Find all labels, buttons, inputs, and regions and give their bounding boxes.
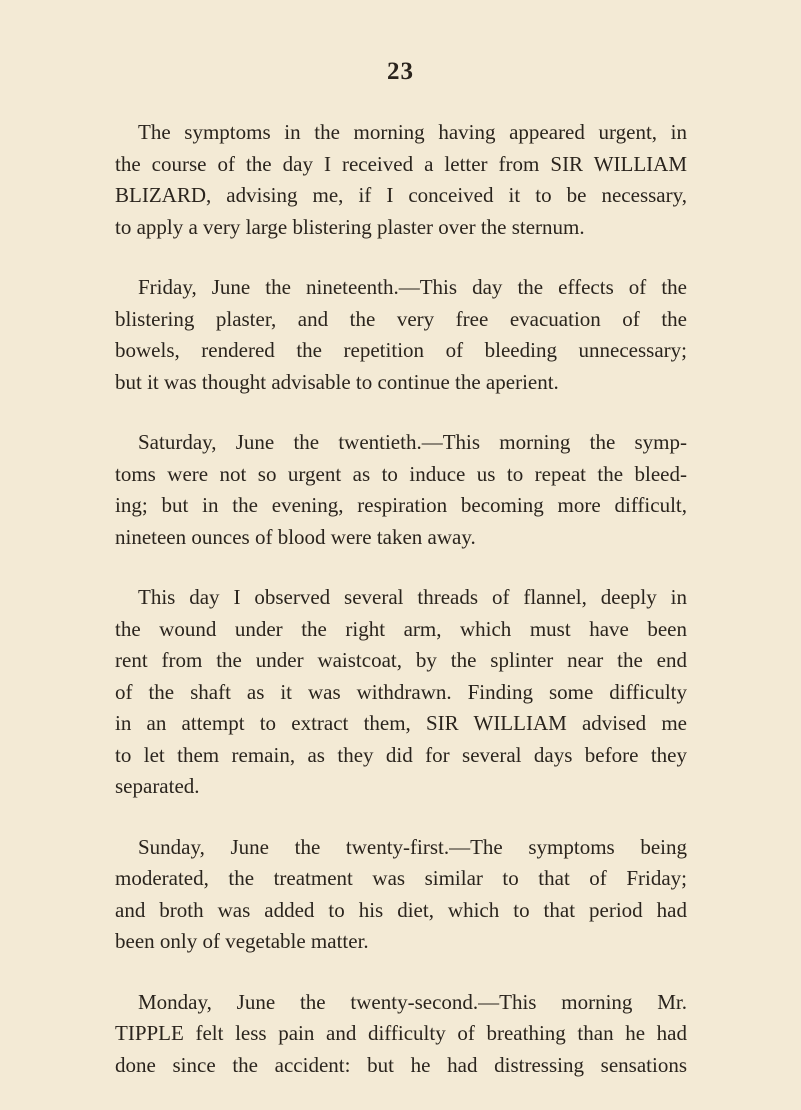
text-line: separated. — [115, 774, 200, 798]
text-line: bowels, rendered the repetition of bleeding unnecessary; — [115, 338, 687, 362]
paragraph — [115, 272, 687, 398]
text-line: TIPPLE felt less pain and difficulty of breathing than he had — [115, 1021, 687, 1045]
text-line: BLIZARD, advising me, if I conceived it to be necessary, — [115, 183, 687, 207]
text-line: blistering plaster, and the very free evacuation of the — [115, 306, 687, 331]
text-line: been only of vegetable matter. — [115, 929, 369, 953]
text-line: Friday, June the nineteenth.—This day the effects of the — [138, 275, 687, 299]
text-line: The symptoms in the morning having appeared urgent, in — [138, 120, 687, 144]
text-line: to let them remain, as they did for several days before they — [115, 742, 687, 767]
text-line: the wound under the right arm, which must have been — [115, 616, 687, 641]
text-line: but it was thought advisable to continue the aperient. — [115, 369, 559, 394]
body-text — [115, 117, 687, 1110]
page-number: 23 — [387, 58, 414, 85]
text-line: and broth was added to his diet, which to that period had — [115, 897, 687, 922]
text-line: This day I observed several threads of flannel, deeply in — [138, 585, 687, 609]
text-line: of the shaft as it was withdrawn. Finding some difficulty — [115, 679, 687, 704]
text-line: toms were not so urgent as to induce us to repeat the bleed- — [115, 461, 687, 486]
text-line: Saturday, June the twentieth.—This morning the symp- — [138, 430, 687, 454]
text-line: Sunday, June the twenty-first.—The symptoms being — [138, 834, 687, 859]
paragraph — [115, 582, 687, 803]
text-line: done since the accident: but he had distressing sensations — [115, 1052, 687, 1077]
text-line: moderated, the treatment was similar to that of Friday; — [115, 866, 687, 890]
text-line: ing; but in the evening, respiration becoming more difficult, — [115, 493, 687, 517]
text-line: Monday, June the twenty-second.—This morning Mr. — [138, 989, 687, 1014]
text-line: in an attempt to extract them, SIR WILLIAM advised me — [115, 711, 687, 735]
paragraph — [115, 987, 687, 1082]
text-line: to apply a very large blistering plaster over the sternum. — [115, 214, 585, 239]
paragraph — [115, 427, 687, 553]
text-line: rent from the under waistcoat, by the splinter near the end — [115, 648, 687, 672]
paragraph — [115, 117, 687, 243]
paragraph — [115, 832, 687, 958]
text-line: the course of the day I received a letter from SIR WILLIAM — [115, 151, 687, 176]
text-line: nineteen ounces of blood were taken away. — [115, 524, 476, 549]
